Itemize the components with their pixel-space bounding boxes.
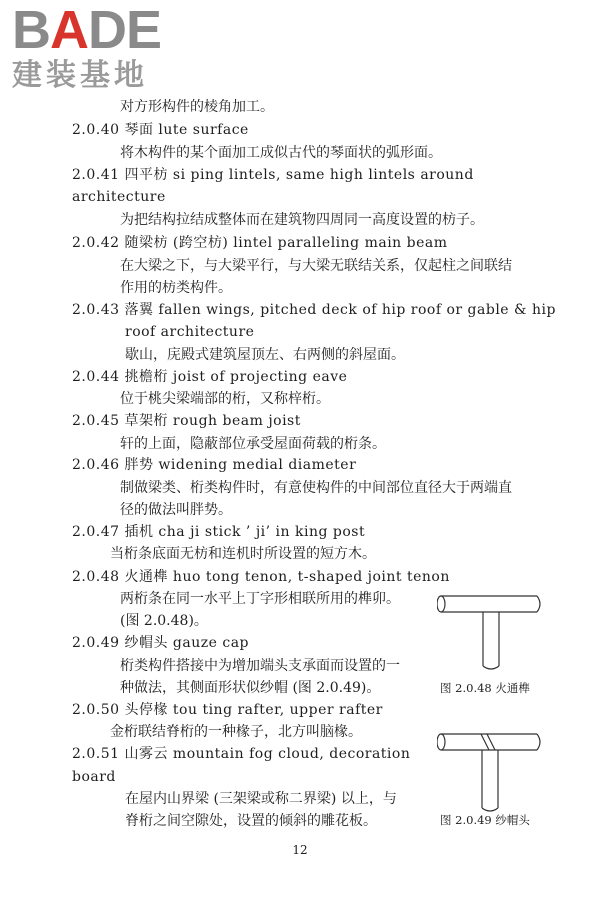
text-line: 金桁联结脊桁的一种椽子，北方叫脑椽。: [110, 724, 362, 740]
term-heading: 2.0.49 纱帽头 gauze cap: [72, 635, 250, 651]
text-line: 制做梁类、桁类构件时，有意使构件的中间部位直径大于两端直: [120, 480, 512, 496]
text-line: 当桁条底面无枋和连机时所设置的短方木。: [110, 546, 376, 562]
term-heading: 2.0.51 山雾云 mountain fog cloud, decoration: [72, 746, 411, 762]
term-heading: 2.0.41 四平枋 si ping lintels, same high lintels around: [72, 167, 474, 183]
text-line: 在屋内山界梁 (三架梁或称二界梁) 以上，与: [125, 791, 397, 807]
logo-subtitle: 建装基地: [12, 58, 148, 93]
text-line: 作用的枋类构件。: [120, 280, 232, 296]
text-line: 为把结构拉结成整体而在建筑物四周同一高度设置的枋子。: [120, 212, 484, 228]
term-heading: 2.0.48 火通榫 huo tong tenon, t-shaped joint tenon: [72, 569, 450, 585]
text-line: 在大梁之下，与大梁平行，与大梁无联结关系，仅起柱之间联结: [120, 258, 512, 274]
term-heading-cont: architecture: [72, 189, 166, 205]
figure-huo-tong-tenon: [437, 582, 547, 672]
term-heading: 2.0.46 胖势 widening medial diameter: [72, 457, 357, 473]
term-heading: 2.0.43 落翼 fallen wings, pitched deck of hip roof or gable & hip: [72, 302, 556, 318]
text-line: 两桁条在同一水平上丁字形相联所用的榫卯。: [120, 591, 400, 607]
term-heading: 2.0.45 草架桁 rough beam joist: [72, 413, 301, 429]
term-heading: 2.0.50 头停椽 tou ting rafter, upper rafter: [72, 702, 383, 718]
text-line: 对方形构件的棱角加工。: [120, 99, 274, 115]
logo-wordmark: BADE: [12, 0, 162, 60]
figure-caption: 图 2.0.49 纱帽头: [440, 813, 530, 827]
term-heading: 2.0.47 插机 cha ji stick ’ ji’ in king post: [72, 524, 366, 540]
page-number: 12: [292, 843, 308, 857]
text-line: 桁类构件搭接中为增加端头支承面而设置的一: [120, 658, 400, 674]
term-heading: 2.0.40 琴面 lute surface: [72, 122, 249, 138]
figure-gauze-cap: [437, 722, 547, 814]
text-line: 种做法，其侧面形状似纱帽 (图 2.0.49)。: [120, 680, 381, 696]
figure-caption: 图 2.0.48 火通榫: [440, 681, 530, 695]
text-line: 脊桁之间空隙处，设置的倾斜的雕花板。: [125, 813, 377, 829]
text-line: (图 2.0.48)。: [120, 613, 208, 629]
term-heading: 2.0.42 随梁枋 (跨空枋) lintel paralleling main beam: [72, 235, 448, 251]
text-line: 轩的上面，隐蔽部位承受屋面荷载的桁条。: [120, 436, 386, 452]
text-line: 位于桃尖梁端部的桁，又称梓桁。: [120, 391, 330, 407]
text-line: 将木构件的某个面加工成似古代的琴面状的弧形面。: [120, 145, 442, 161]
term-heading-cont: board: [72, 769, 116, 785]
text-line: 径的做法叫胖势。: [120, 502, 232, 518]
term-heading-cont: roof architecture: [125, 324, 255, 340]
term-heading: 2.0.44 挑檐桁 joist of projecting eave: [72, 369, 348, 385]
text-line: 歇山，庑殿式建筑屋顶左、右两侧的斜屋面。: [125, 347, 405, 363]
bade-logo: [12, 2, 182, 94]
